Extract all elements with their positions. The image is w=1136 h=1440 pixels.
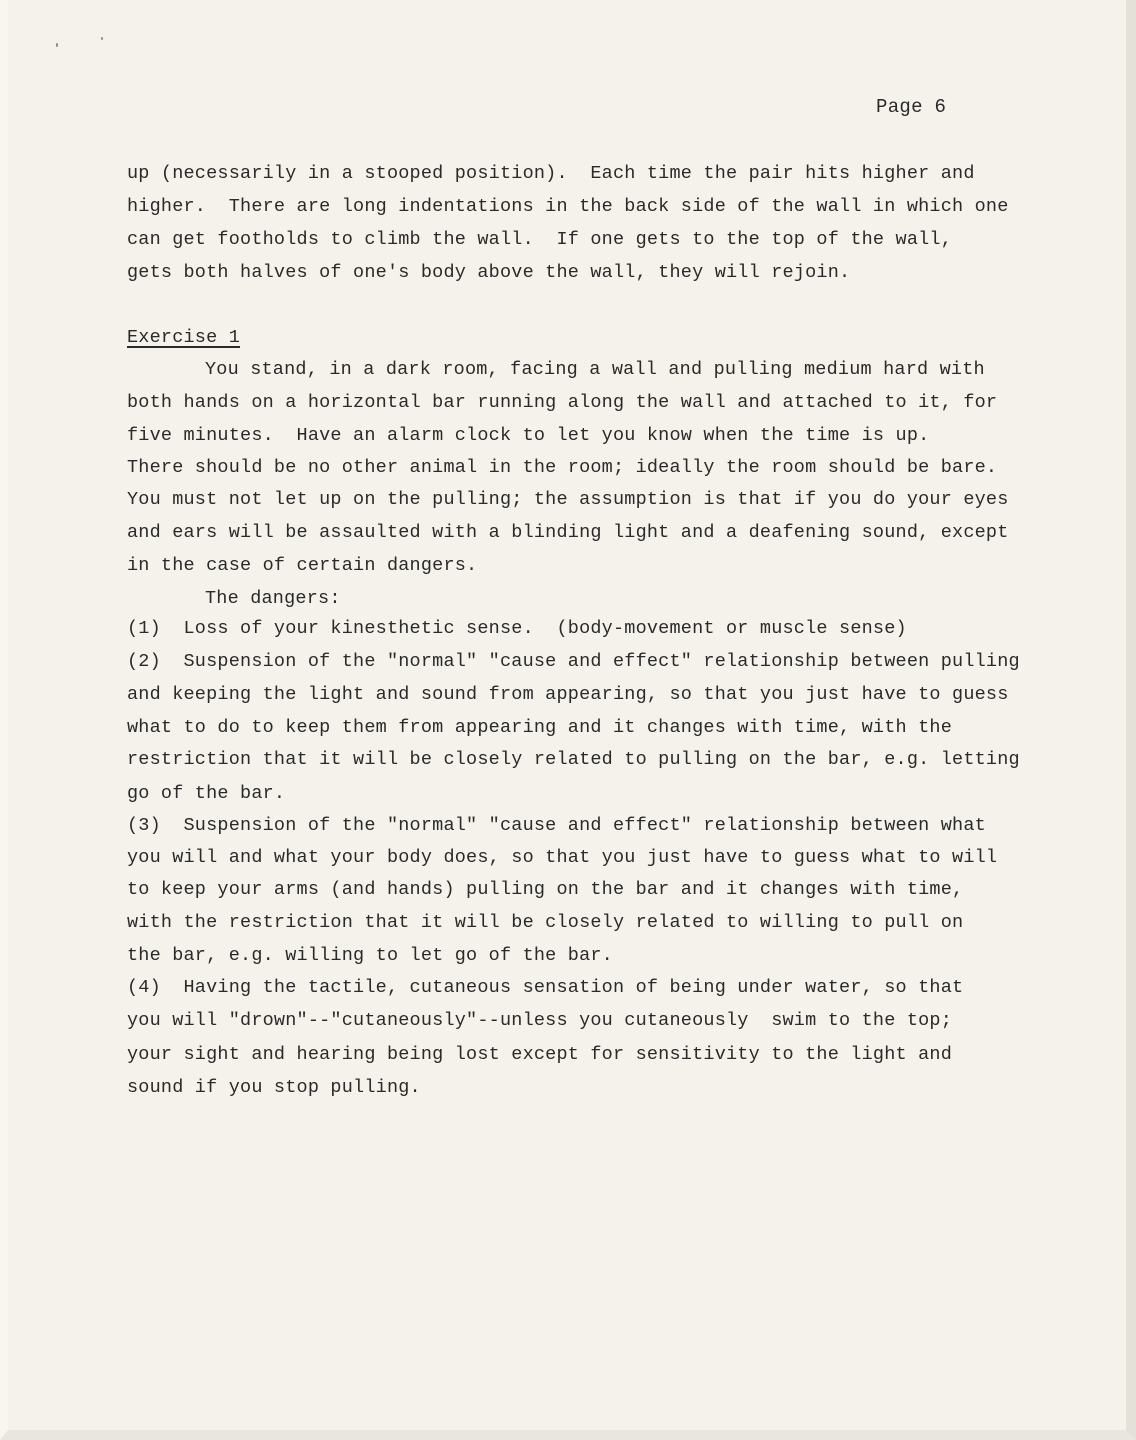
text-line: can get footholds to climb the wall. If one gets to the top of the wall,	[127, 229, 953, 250]
exercise-heading: Exercise 1	[127, 327, 241, 348]
text-line: sound if you stop pulling.	[127, 1077, 421, 1098]
text-line: restriction that it will be closely related to pulling on the bar, e.g. letting	[127, 749, 1020, 770]
text-line: five minutes. Have an alarm clock to let you know when the time is up.	[127, 425, 930, 446]
page-number: Page 6	[876, 96, 947, 118]
text-line: (4) Having the tactile, cutaneous sensation of being under water, so that	[127, 977, 964, 998]
text-line: with the restriction that it will be closely related to willing to pull on	[127, 912, 964, 933]
text-line: You must not let up on the pulling; the assumption is that if you do your eyes	[127, 489, 1009, 510]
paper-speck	[56, 43, 58, 47]
text-line: (2) Suspension of the "normal" "cause and effect" relationship between pulling	[127, 651, 1020, 672]
text-line: both hands on a horizontal bar running along the wall and attached to it, for	[127, 392, 998, 413]
text-line: what to do to keep them from appearing and it changes with time, with the	[127, 717, 953, 738]
text-line: (1) Loss of your kinesthetic sense. (body-movement or muscle sense)	[127, 618, 907, 639]
text-line: gets both halves of one's body above the wall, they will rejoin.	[127, 262, 851, 283]
text-line: you will and what your body does, so that you just have to guess what to will	[127, 847, 998, 868]
text-line: (3) Suspension of the "normal" "cause and effect" relationship between what	[127, 815, 986, 836]
dangers-heading: The dangers:	[205, 588, 341, 609]
text-line: There should be no other animal in the room; ideally the room should be bare.	[127, 457, 998, 478]
text-line: You stand, in a dark room, facing a wall and pulling medium hard with	[205, 359, 985, 380]
text-line: in the case of certain dangers.	[127, 555, 478, 576]
text-line: up (necessarily in a stooped position). Each time the pair hits higher and	[127, 163, 975, 184]
text-line: and keeping the light and sound from appearing, so that you just have to guess	[127, 684, 1009, 705]
text-line: to keep your arms (and hands) pulling on the bar and it changes with time,	[127, 879, 964, 900]
text-line: the bar, e.g. willing to let go of the bar.	[127, 945, 613, 966]
text-line: and ears will be assaulted with a blinding light and a deafening sound, except	[127, 522, 1009, 543]
paper-speck	[101, 37, 103, 40]
text-line: go of the bar.	[127, 783, 286, 804]
text-line: you will "drown"--"cutaneously"--unless you cutaneously swim to the top;	[127, 1010, 953, 1031]
text-line: higher. There are long indentations in the back side of the wall in which one	[127, 196, 1009, 217]
text-line: your sight and hearing being lost except for sensitivity to the light and	[127, 1044, 953, 1065]
